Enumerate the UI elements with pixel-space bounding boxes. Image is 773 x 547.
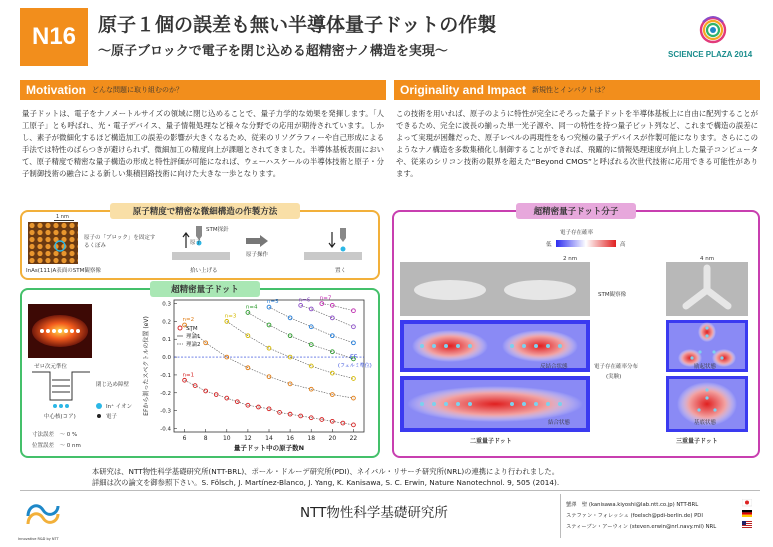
atom-operation-label: 原子操作 [246,252,269,258]
molecule-title: 超精密量子ドット分子 [516,203,636,219]
energy-level-chart [140,294,376,454]
stm-surface-image [28,222,78,264]
quantum-dot-title: 超精密量子ドット [150,281,260,297]
place-label: 置く [335,268,347,274]
probability-colorbar [556,240,616,247]
level-label: n=5 [267,299,279,306]
originality-heading-bar [394,80,760,100]
originality-heading-note: 新規性とインパクトは？ [532,86,609,94]
contact-pdi: ステファン・フォレッシュ (foelsch@pdi-berlin.de) PDI [566,513,703,519]
x-tick-label: 12 [244,435,252,442]
footer-divider [20,490,760,491]
double-dot-images [400,262,590,432]
originality-heading: Originality and Impact [400,83,527,97]
level-label: n=2 [182,316,195,323]
legend-label-theory1: 理論1 [186,334,201,340]
fermi-level-label: EF [350,354,358,362]
contact-divider [560,494,561,538]
ground-state-label: 基底状態 [694,420,717,426]
ion-legend-label: In⁺ イオン [106,404,133,410]
excited-state-label: 励起状態 [694,364,717,370]
reference-text: 詳細は次の論文を御参照下さい。S. Fölsch, J. Martínez-Blanco, J. Yang, K. Kanisawa, S. C. Erwin, Nature Nanotechnol. 9, 505 (2014). [92,478,560,487]
scale-right-label: 4 nm [700,256,715,262]
stm-image-caption: InAs(111)A表面のSTM観察像 [26,268,101,274]
originality-text: この技術を用いれば、原子のように特性が完全にそろった量子ドットを半導体基板上に自由に配列することができるため、完全に波長の揃った単一光子源や、同一の特性を持つ量子ビット列など、これまで構造の誤差によって実現が困難だった、原子レベルの再現性をもつ究極の量子デバイスが作製可能になります。さらにこのようなナノ構造を多数集積化し制御することができれば、飛躍的に情報処理速度が向上した量子コンピュータや、従来のシリコン技術の限界を超えた“Beyond CMOS”と呼ばれる次世代技術に応用できる可能性があります。 [396,109,758,178]
ntt-logo [22,496,64,536]
stm-image-label: STM観察像 [598,292,627,298]
antibonding-label: 反結合状態 [540,364,568,370]
triple-dot-caption: 三重量子ドット [676,438,718,445]
acknowledgement-text: 本研究は、NTT物性科学基礎研究所(NTT-BRL)、ポール・ドルーデ研究所(PDI)、ネイバル・リサーチ研究所(NRL)の連携により行われました。 [92,467,560,476]
pick-up-label: 拾い上げる [190,268,218,274]
contact-ntt: 蟹澤 聖 (kanisawa.kiyoshi@lab.ntt.co.jp) NTT-BRL [566,502,699,508]
zero-dim-level-label: ゼロ次元準位 [34,364,68,370]
institute-name: NTT物性科学基礎研究所 [300,505,448,521]
page-title: 原子１個の誤差も無い半導体量子ドットの作製 [98,14,497,36]
scale-left-label: 2 nm [563,256,578,262]
legend-label-theory2: 理論2 [186,342,201,348]
place-step-diagram [300,222,366,264]
x-axis-title: 量子ドット中の原子数N [233,444,305,452]
x-tick-label: 8 [203,435,208,442]
motivation-heading: Motivation [26,83,86,97]
fabrication-title: 原子精度で精密な微細構造の作製方法 [110,203,300,219]
x-tick-label: 20 [328,435,337,442]
y-axis-title: EFから測ったスペクトルの位置 (eV) [143,316,150,416]
y-tick-label: -0.4 [160,426,171,433]
y-tick-label: -0.2 [160,390,171,397]
y-tick-label: -0.3 [160,408,171,415]
level-label: n=1 [182,372,195,379]
motivation-heading-note: どんな問題に取り組むのか？ [92,86,183,94]
y-tick-label: 0.2 [162,319,171,326]
level-label: n=7 [319,295,332,302]
size-error-label: 寸法誤差 〜 0 % [32,432,78,438]
ntt-logo-caption: Innovative R&D by NTT [18,537,59,541]
y-tick-label: -0.1 [160,372,171,379]
x-tick-label: 18 [307,435,316,442]
x-tick-label: 14 [265,435,273,442]
contact-nrl: スティーブン・アーウィン (steven.erwin@nrl.navy.mil) NRL [566,524,717,530]
bonding-label: 結合状態 [548,420,571,426]
atom-label: 原子 [190,240,202,246]
distribution-label: 電子存在確率分布 [594,364,639,370]
atom-block-note: 原子の「ブロック」を固定するくぼみ [84,235,156,249]
distribution-exp-label: (実験) [606,374,622,380]
ion-legend-marker [96,403,102,409]
motivation-text: 量子ドットは、電子をナノメートルサイズの領域に閉じ込めることで、量子力学的な効果を発揮します。「人工原子」とも呼ばれ、光・電子デバイス、量子情報処理など様々な分野での応用が期待されています。しかし、素子が微細化するほど構造加工の誤差の影響が大きくなるため、従来のリソグラフィーや自己形成による手法では特性のばらつきが避けられず、微細加工の精度向上が課題とされてきました。半導体基板表面において、原子精度で精密な量子構造の形成と特性評価が可能になれば、ウェーハスケールの半導体技術と原子・分子制御技術の融合による新しい集積回路技術に向けた大きな一歩となります。 [22,109,384,178]
stm-tip-label: STM探針 [206,227,229,233]
country-flags [742,499,752,533]
triple-dot-images [666,262,748,432]
y-tick-label: 0.3 [162,301,171,308]
probability-label: 電子存在確率 [560,230,594,236]
motivation-heading-bar [20,80,386,100]
electron-legend-marker [97,414,101,418]
x-tick-label: 16 [286,435,294,442]
fabrication-scale-label: 1 nm [56,214,69,220]
x-tick-label: 6 [182,435,187,442]
position-error-label: 位置誤差 〜 0 nm [32,443,81,449]
double-dot-caption: 二重量子ドット [470,438,512,445]
poster-number-badge: N16 [20,8,88,66]
arrow-right-icon [244,234,270,248]
probability-low-label: 低 [546,242,552,248]
fermi-level-note: (フェルミ準位) [338,363,372,370]
probability-high-label: 高 [620,242,626,248]
y-tick-label: 0.0 [162,355,171,362]
confinement-diagram [28,370,94,412]
quantum-dot-stm-image [28,304,92,358]
electron-legend-label: 電子 [106,414,118,420]
x-tick-label: 10 [222,435,231,442]
barrier-label: 閉じ込め障壁 [96,382,130,388]
fabrication-scale-bar [54,220,74,221]
core-label: 中心核(コア) [44,414,76,420]
chart-frame [174,300,364,432]
x-tick-label: 22 [349,435,358,442]
level-label: n=4 [245,304,258,311]
legend-label-stm: STM [186,326,198,332]
level-label: n=6 [298,297,311,304]
science-plaza-logo-text: SCIENCE PLAZA 2014 [668,50,753,59]
y-tick-label: 0.1 [162,337,171,344]
level-label: n=3 [224,313,237,320]
page-subtitle: 〜原子ブロックで電子を閉じ込める超精密ナノ構造を実現〜 [98,44,448,59]
